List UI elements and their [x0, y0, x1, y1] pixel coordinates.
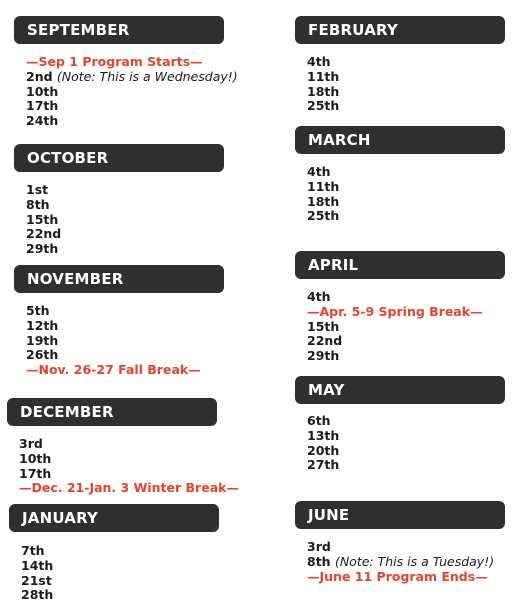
winter-break-label: —Dec. 21-Jan. 3 Winter Break— — [19, 480, 239, 496]
month-header-september: SEPTEMBER — [14, 16, 224, 44]
month-header-june: JUNE — [295, 501, 505, 529]
date-item: 26th — [26, 347, 59, 363]
date-item: 18th — [307, 83, 340, 99]
spring-break-label: —Apr. 5-9 Spring Break— — [307, 303, 483, 319]
date-item: 21st — [21, 572, 52, 588]
date-item: 4th — [307, 54, 331, 69]
date-item: 15th — [307, 318, 340, 334]
date-item: 6th — [307, 413, 331, 428]
date-list-march — [307, 165, 339, 224]
date-item: 15th — [26, 211, 59, 227]
date-item: 14th — [21, 557, 54, 573]
date-item: 17th — [26, 98, 59, 114]
date-item: 12th — [26, 317, 59, 333]
date-item: 19th — [26, 332, 59, 348]
month-header-april: APRIL — [295, 251, 505, 279]
date-item: 29th — [307, 348, 340, 364]
date-item: 20th — [307, 442, 340, 458]
date-item: 22nd — [26, 226, 62, 242]
date-item: 11th — [307, 178, 340, 194]
date-value: 8th — [307, 553, 331, 569]
date-note: (Note: This is a Wednesday!) — [56, 68, 238, 84]
date-list-april — [307, 290, 483, 364]
date-item: 11th — [307, 68, 340, 84]
program-end-label: —June 11 Program Ends— — [307, 568, 488, 584]
date-list-february — [307, 55, 339, 114]
program-start-label: —Sep 1 Program Starts— — [26, 54, 203, 69]
date-item: 22nd — [307, 333, 343, 349]
date-list-january — [21, 544, 53, 603]
date-list-october — [26, 183, 61, 257]
date-item: 28th — [21, 587, 54, 603]
month-header-january: JANUARY — [9, 504, 219, 532]
date-value: 2nd — [26, 68, 53, 84]
date-item: 3rd — [19, 436, 43, 451]
date-item: 7th — [21, 543, 45, 558]
date-item: 18th — [307, 193, 340, 209]
date-list-june — [307, 540, 494, 584]
date-item: 10th — [19, 450, 52, 466]
date-item: 4th — [307, 164, 331, 179]
date-item: 24th — [26, 113, 59, 129]
date-item — [26, 70, 238, 85]
month-header-february: FEBRUARY — [295, 16, 505, 44]
month-header-march: MARCH — [295, 126, 505, 154]
date-item: 25th — [307, 208, 340, 224]
date-item: 17th — [19, 465, 52, 481]
date-item: 3rd — [307, 539, 331, 554]
date-note: (Note: This is a Tuesday!) — [334, 553, 495, 569]
date-item: 5th — [26, 303, 50, 318]
date-item: 8th — [26, 196, 50, 212]
date-item: 25th — [307, 98, 340, 114]
date-item: 27th — [307, 457, 340, 473]
date-item — [307, 555, 494, 570]
date-item: 4th — [307, 289, 331, 304]
date-item: 29th — [26, 241, 59, 257]
month-header-december: DECEMBER — [7, 398, 217, 426]
date-list-november — [26, 304, 201, 378]
month-header-november: NOVEMBER — [14, 265, 224, 293]
month-header-october: OCTOBER — [14, 144, 224, 172]
date-item: 13th — [307, 427, 340, 443]
date-item: 10th — [26, 83, 59, 99]
month-header-may: MAY — [295, 376, 505, 404]
date-list-december — [19, 437, 239, 496]
date-item: 1st — [26, 182, 49, 197]
fall-break-label: —Nov. 26-27 Fall Break— — [26, 362, 201, 378]
date-list-september — [26, 55, 238, 129]
date-list-may — [307, 414, 339, 473]
